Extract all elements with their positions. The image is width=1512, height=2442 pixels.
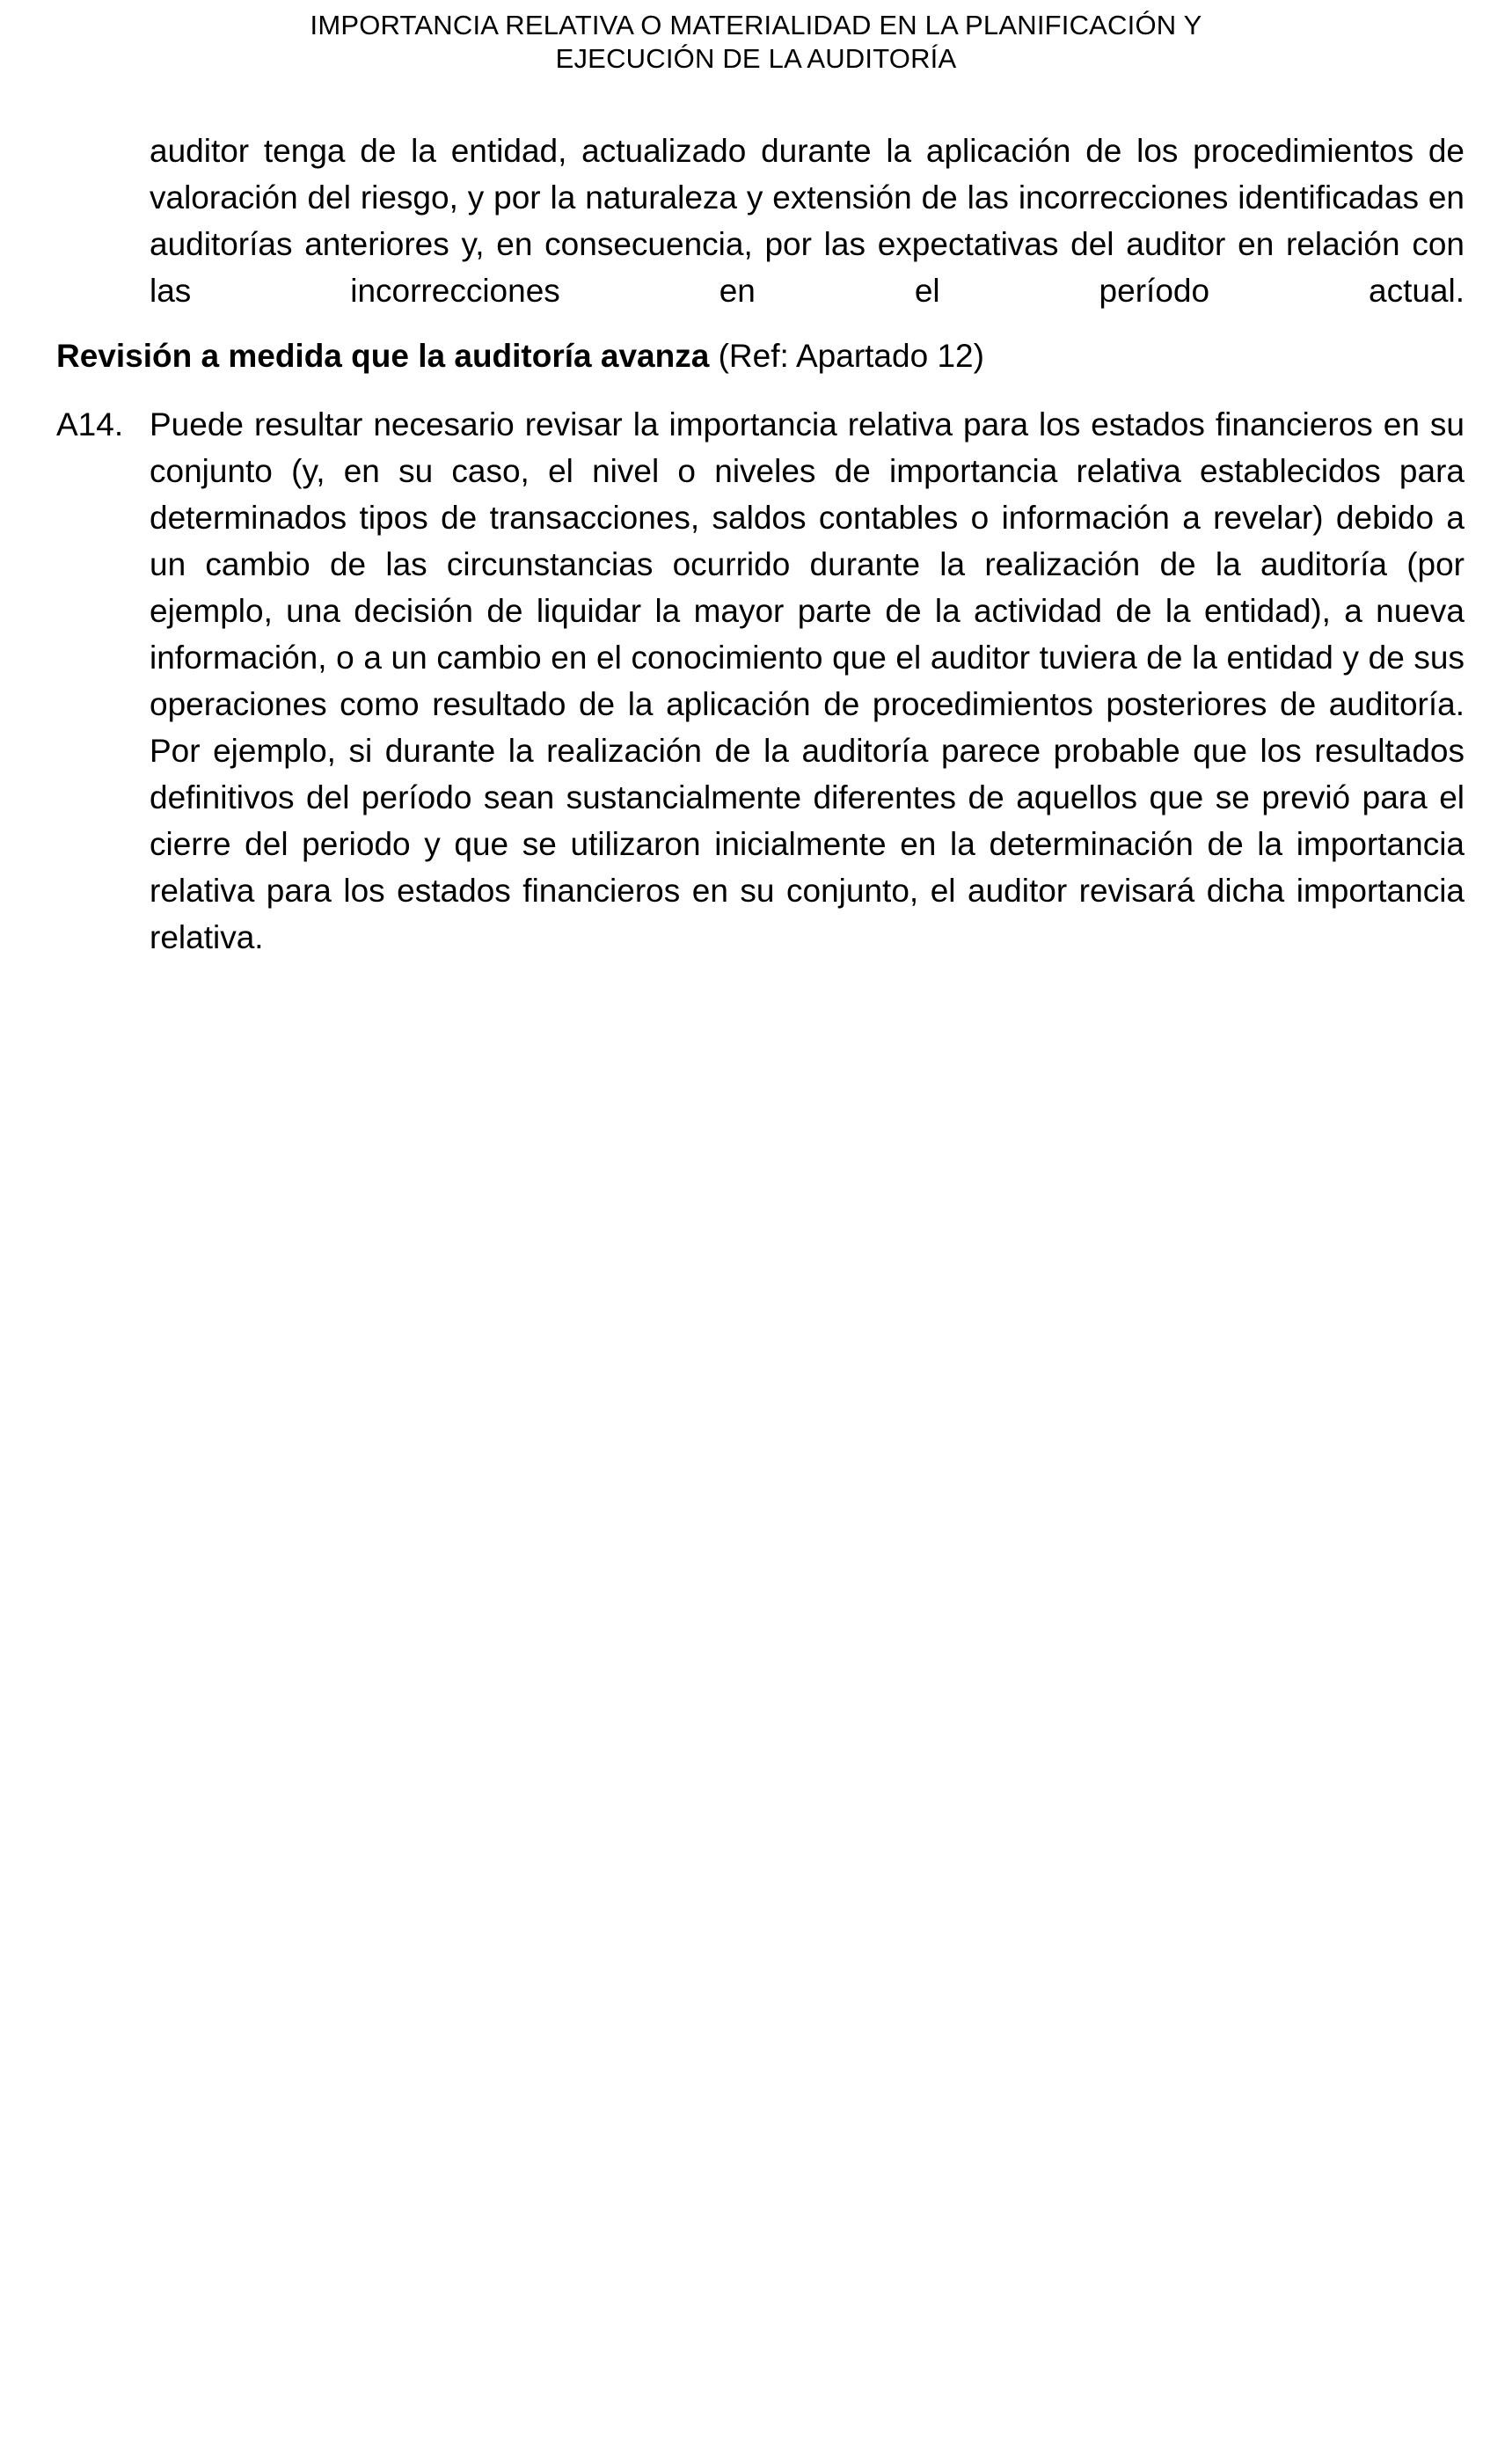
paragraph-number: A14.: [56, 406, 124, 442]
section-heading-title: Revisión a medida que la auditoría avanza: [56, 338, 710, 374]
paragraph-a14-text: Puede resultar necesario revisar la importancia relativa para los estados financieros en su conjunto (y, en su caso, el nivel o niveles de importancia relativa establecidos para determinados tipos de transacciones, saldos contables o información a revelar) debido a un cambio de las circunstancias ocurrido durante la realización de la auditoría (por ejemplo, una decisión de liquidar la mayor parte de la actividad de la entidad), a nueva información, o a un cambio en el conocimiento que el auditor tuviera de la entidad y de sus operaciones como resultado de la aplicación de procedimientos posteriores de auditoría. Por ejemplo, si durante la realización de la auditoría parece probable que los resultados definitivos del período sean sustancialmente diferentes de aquellos que se previó para el cierre del periodo y que se utilizaron inicialmente en la determinación de la importancia relativa para los estados financieros en su conjunto, el auditor revisará dicha importancia relativa.: [150, 406, 1465, 955]
header-line-2: EJECUCIÓN DE LA AUDITORÍA: [555, 43, 957, 74]
page-header: [0, 9, 1512, 76]
section-heading-reference: (Ref: Apartado 12): [709, 338, 984, 374]
section-heading: [56, 333, 1481, 379]
header-line-1: IMPORTANCIA RELATIVA O MATERIALIDAD EN LA PLANIFICACIÓN Y: [310, 10, 1202, 40]
continuation-paragraph: auditor tenga de la entidad, actualizado durante la aplicación de los procedimientos de valoración del riesgo, y por la naturaleza y extensión de las incorrecciones identificadas en auditorías anteriores y, en consecuencia, por las expectativas del auditor en relación con las incorrecciones en el período actual.: [150, 133, 1465, 309]
